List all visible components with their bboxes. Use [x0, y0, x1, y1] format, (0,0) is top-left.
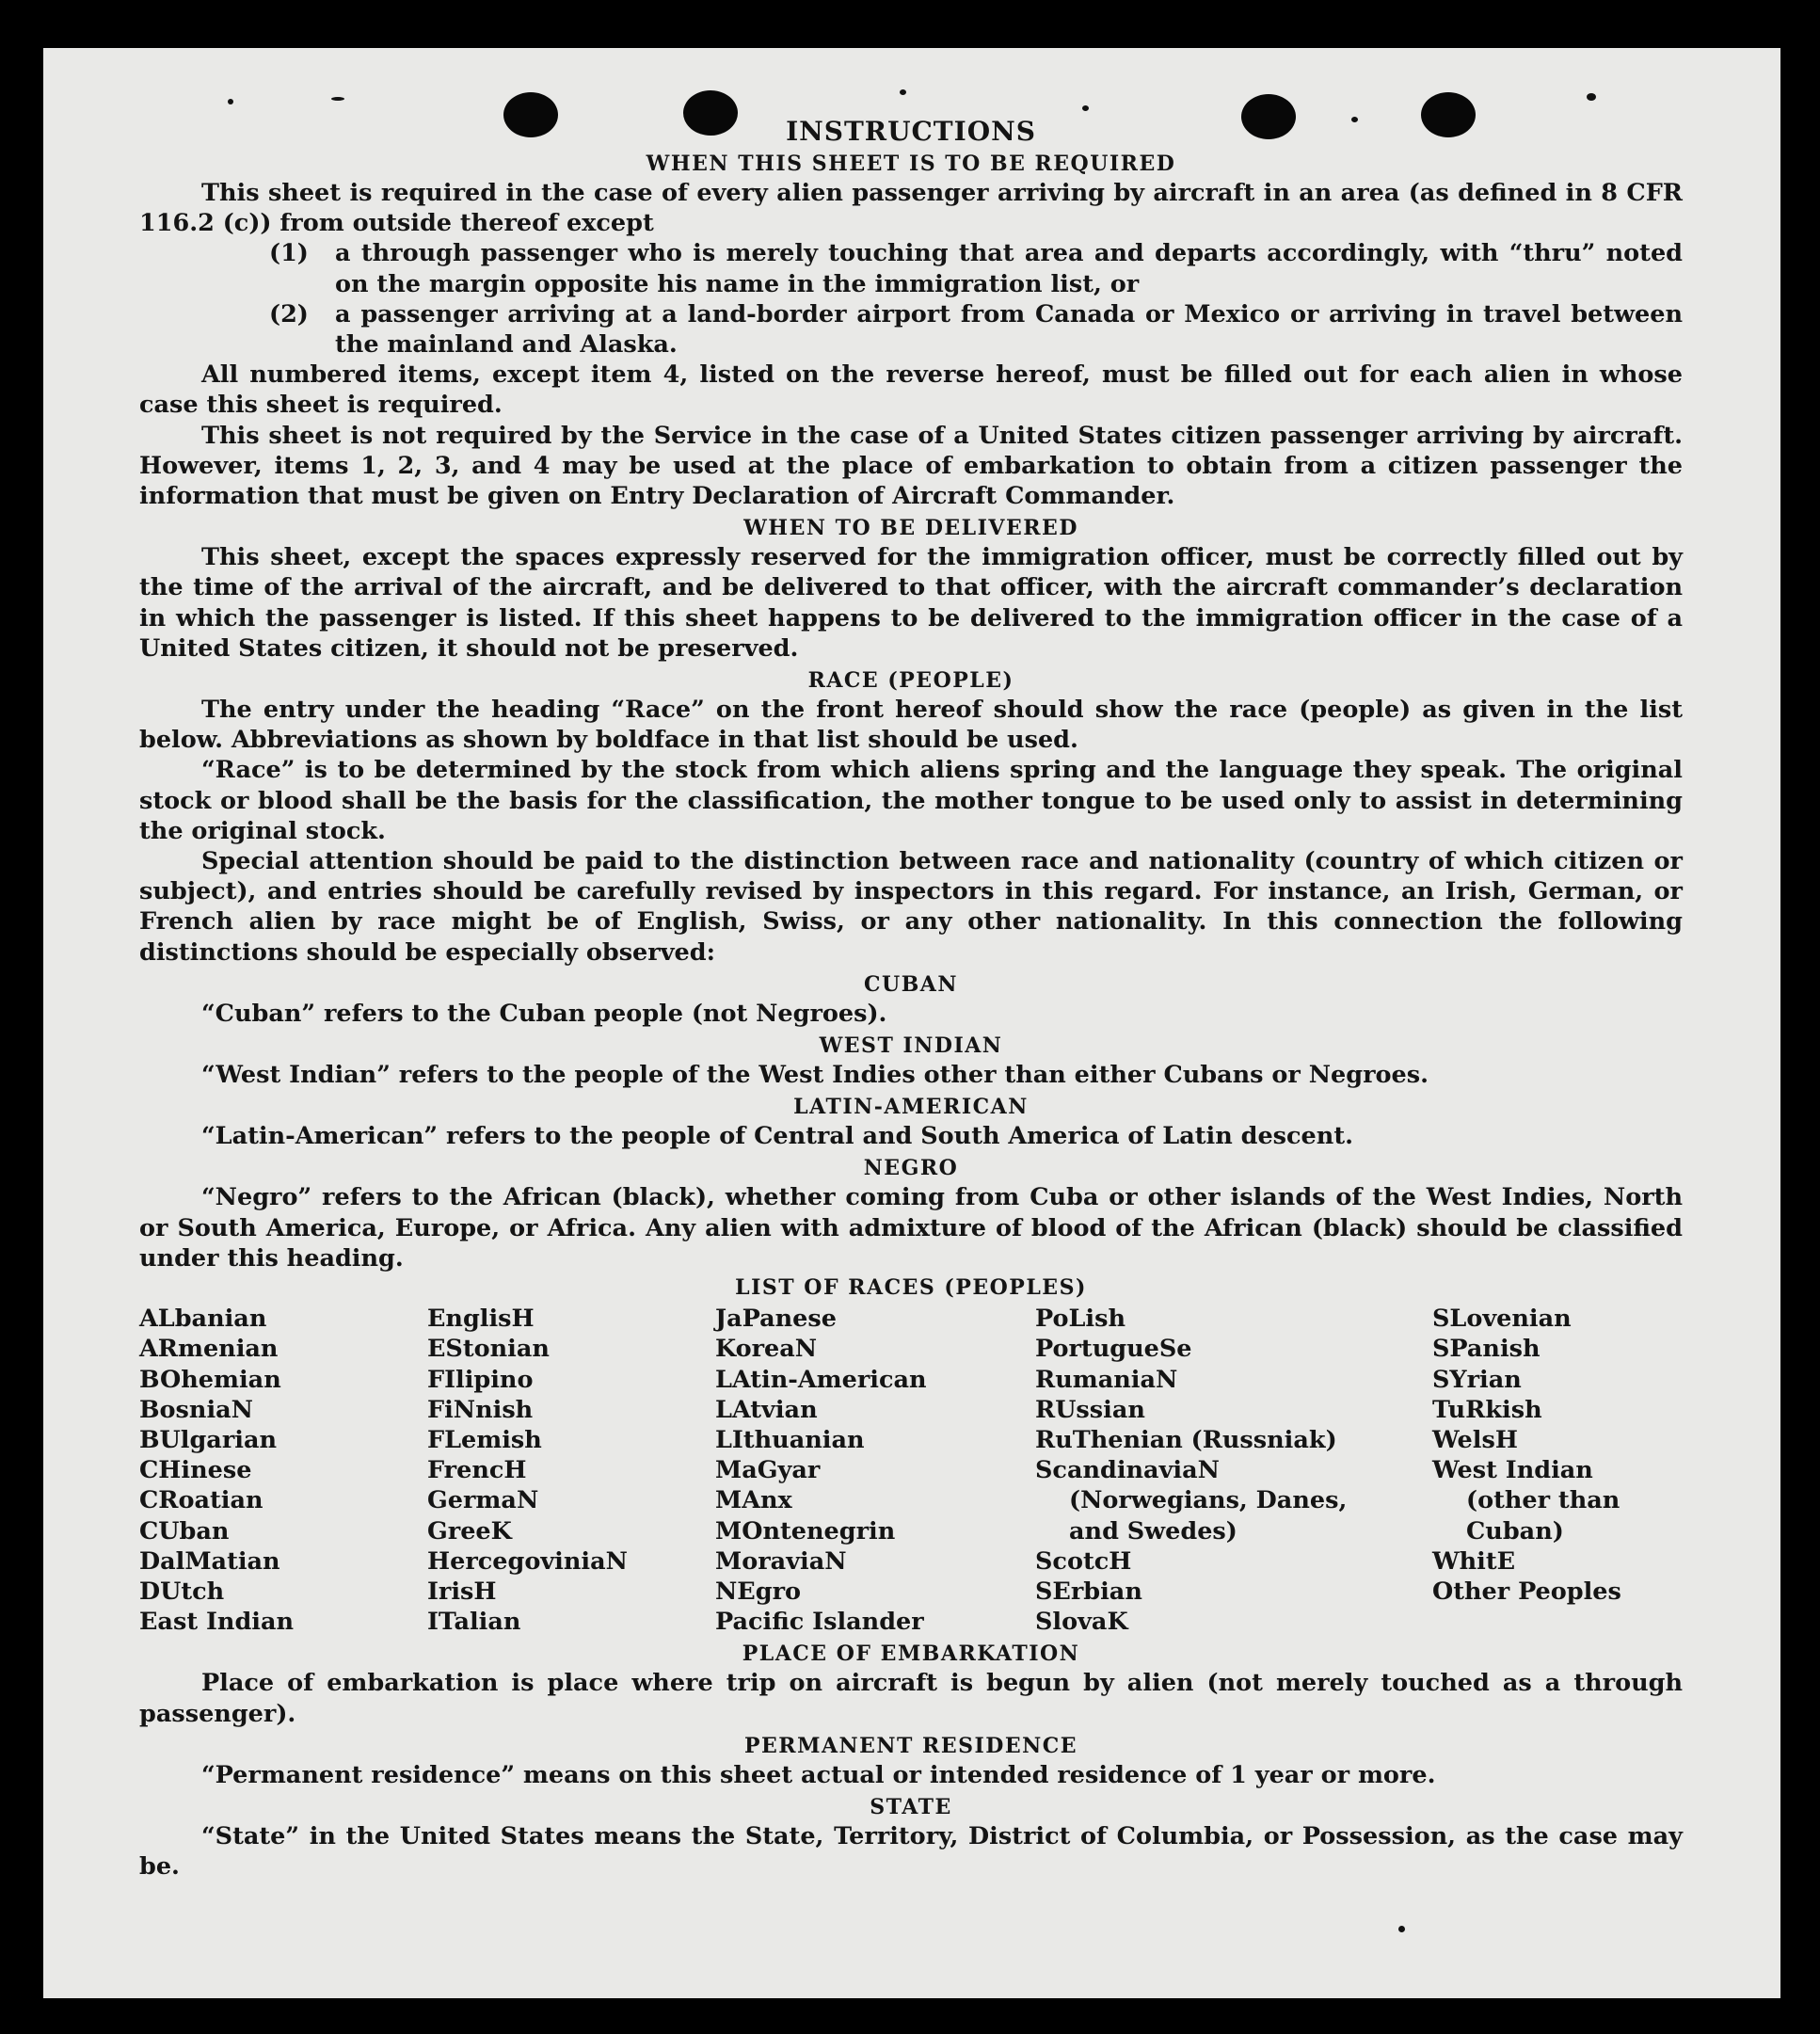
race-entry: Pacific Islander	[715, 1608, 924, 1637]
paragraph: This sheet is not required by the Service in the case of a United States citizen passenger arriving by aircraft. However, items 1, 2, 3, and 4 may be used at the place of embarkation to obtain from a citizen passenger the information that must be given on Entry Declaration of Aircraft Commander.	[139, 421, 1683, 511]
page-title: INSTRUCTIONS	[786, 116, 1036, 147]
race-entry: RUssian	[1035, 1395, 1145, 1424]
heading-when-delivered: WHEN TO BE DELIVERED	[743, 516, 1078, 541]
race-entry: SErbian	[1035, 1577, 1142, 1606]
paragraph: “Negro” refers to the African (black), whether coming from Cuba or other islands of the West Indies, North or South America, Europe, or Africa. Any alien with admixture of blood of the African (black) should be classified under this heading.	[139, 1183, 1683, 1273]
paragraph: Place of embarkation is place where trip on aircraft is begun by alien (not merely touched as a through passenger).	[139, 1669, 1683, 1728]
race-entry: KoreaN	[715, 1335, 818, 1364]
race-column	[1432, 1304, 1683, 1637]
race-entry: SLovenian	[1432, 1305, 1572, 1334]
race-entry: LAtin-American	[715, 1365, 927, 1394]
paragraph: “Latin-American” refers to the people of Central and South America of Latin descent.	[201, 1122, 1353, 1151]
race-entry: FrencH	[427, 1456, 527, 1485]
race-entry: EnglisH	[427, 1305, 535, 1334]
paragraph: The entry under the heading “Race” on the front hereof should show the race (people) as given in the list below. Abbreviations as shown by boldface in that list should be used.	[139, 696, 1683, 755]
race-entry: MoraviaN	[715, 1546, 847, 1576]
paragraph: “Cuban” refers to the Cuban people (not Negroes).	[201, 999, 887, 1028]
race-entry: SPanish	[1432, 1335, 1541, 1364]
heading-embarkation: PLACE OF EMBARKATION	[742, 1642, 1080, 1667]
race-entry: MAnx	[715, 1486, 792, 1515]
paragraph: “State” in the United States means the State, Territory, District of Columbia, or Possession, as the case may be.	[139, 1821, 1683, 1882]
speck	[331, 97, 344, 101]
race-entry: BUlgarian	[139, 1425, 278, 1454]
numbered-item	[139, 238, 1683, 298]
race-entry: CUban	[139, 1516, 230, 1546]
race-entry: DalMatian	[139, 1546, 280, 1576]
document-page	[43, 48, 1780, 1998]
paragraph: This sheet is required in the case of every alien passenger arriving by aircraft in an area (as defined in 8 CFR 116.2 (c)) from outside thereof except	[139, 179, 1683, 238]
race-entry: GreeK	[427, 1516, 512, 1546]
race-entry: PortugueSe	[1035, 1335, 1192, 1364]
paragraph: Special attention should be paid to the distinction between race and nationality (country of which citizen or subject), and entries should be carefully revised by inspectors in this regard. For instance, an Irish, German, or French alien by race might be of English, Swiss, or any other nationality. In this connection the following distinctions should be especially observed:	[139, 847, 1683, 967]
paragraph: This sheet, except the spaces expressly reserved for the immigration officer, must be correctly filled out by the time of the arrival of the aircraft, and be delivered to that officer, with the aircraft commander’s declaration in which the passenger is listed. If this sheet happens to be delivered to the immigration officer in the case of a United States citizen, it should not be preserved.	[139, 543, 1683, 663]
heading-latin-american: LATIN-AMERICAN	[793, 1095, 1029, 1120]
paragraph: “Race” is to be determined by the stock from which aliens spring and the language they speak. The original stock or blood shall be the basis for the classification, the mother tongue to be used only to assist in determining the original stock.	[139, 756, 1683, 845]
race-column	[1035, 1304, 1432, 1637]
heading-west-indian: WEST INDIAN	[819, 1033, 1003, 1059]
race-entry: SlovaK	[1035, 1608, 1128, 1637]
race-entry: ScotcH	[1035, 1546, 1132, 1576]
race-entry: EStonian	[427, 1335, 550, 1364]
paragraph: All numbered items, except item 4, listed on the reverse hereof, must be filled out for each alien in whose case this sheet is required.	[139, 360, 1683, 420]
race-entry: WhitE	[1432, 1546, 1516, 1576]
item-text: a through passenger who is merely touching that area and departs accordingly, with “thru” noted on the margin opposite his name in the immigration list, or	[335, 239, 1683, 298]
speck	[1398, 1926, 1405, 1932]
race-entry: NEgro	[715, 1577, 802, 1606]
race-entry: RuThenian (Russniak)	[1035, 1425, 1337, 1454]
speck	[900, 89, 906, 95]
race-entry: IrisH	[427, 1577, 497, 1606]
speck	[1082, 105, 1089, 111]
heading-when-required: WHEN THIS SHEET IS TO BE REQUIRED	[646, 152, 1176, 176]
race-entry: LIthuanian	[715, 1425, 865, 1454]
race-entry: JaPanese	[715, 1305, 837, 1334]
item-number: (1)	[269, 239, 309, 268]
heading-negro: NEGRO	[863, 1156, 959, 1181]
race-entry: Other Peoples	[1432, 1577, 1621, 1606]
race-entry: FiNnish	[427, 1395, 534, 1424]
heading-race: RACE (PEOPLE)	[807, 668, 1014, 694]
speck	[228, 99, 233, 104]
race-entry: CRoatian	[139, 1486, 263, 1515]
race-column	[139, 1304, 427, 1637]
heading-list-of-races: LIST OF RACES (PEOPLES)	[735, 1275, 1087, 1301]
heading-cuban: CUBAN	[864, 971, 958, 997]
race-entry: TuRkish	[1432, 1395, 1542, 1424]
race-column	[715, 1304, 1035, 1637]
paragraph: “West Indian” refers to the people of the West Indies other than either Cubans or Negroes.	[201, 1061, 1429, 1090]
race-column	[427, 1304, 715, 1637]
race-entry: ScandinaviaN (Norwegians, Danes, and Swedes)	[1035, 1456, 1348, 1546]
race-entry: MOntenegrin	[715, 1516, 896, 1546]
race-entry: FLemish	[427, 1425, 542, 1454]
race-entry: MaGyar	[715, 1456, 821, 1485]
speck	[1587, 93, 1596, 101]
item-text: a passenger arriving at a land-border airport from Canada or Mexico or arriving in travel between the mainland and Alaska.	[335, 299, 1683, 360]
race-entry: PoLish	[1035, 1305, 1126, 1334]
heading-state: STATE	[870, 1794, 952, 1819]
race-entry: DUtch	[139, 1577, 225, 1606]
race-entry: GermaN	[427, 1486, 539, 1515]
race-entry: CHinese	[139, 1456, 252, 1485]
race-entry: HercegoviniaN	[427, 1546, 628, 1576]
numbered-item	[139, 299, 1683, 360]
race-entry: FIlipino	[427, 1365, 534, 1394]
race-entry: East Indian	[139, 1608, 295, 1637]
race-entry: BOhemian	[139, 1365, 281, 1394]
race-entry: ARmenian	[139, 1335, 279, 1364]
race-entry: SYrian	[1432, 1365, 1522, 1394]
race-entry: LAtvian	[715, 1395, 818, 1424]
heading-residence: PERMANENT RESIDENCE	[744, 1733, 1078, 1758]
item-number: (2)	[269, 299, 309, 328]
race-entry: West Indian (other than Cuban)	[1432, 1456, 1620, 1546]
race-entry: WelsH	[1432, 1425, 1518, 1454]
paragraph: “Permanent residence” means on this sheet actual or intended residence of 1 year or more.	[201, 1760, 1436, 1789]
race-entry: RumaniaN	[1035, 1365, 1178, 1394]
race-list	[139, 1304, 1683, 1637]
race-entry: ALbanian	[139, 1305, 267, 1334]
instructions-text	[139, 114, 1683, 1882]
race-entry: ITalian	[427, 1608, 521, 1637]
race-entry: BosniaN	[139, 1395, 253, 1424]
